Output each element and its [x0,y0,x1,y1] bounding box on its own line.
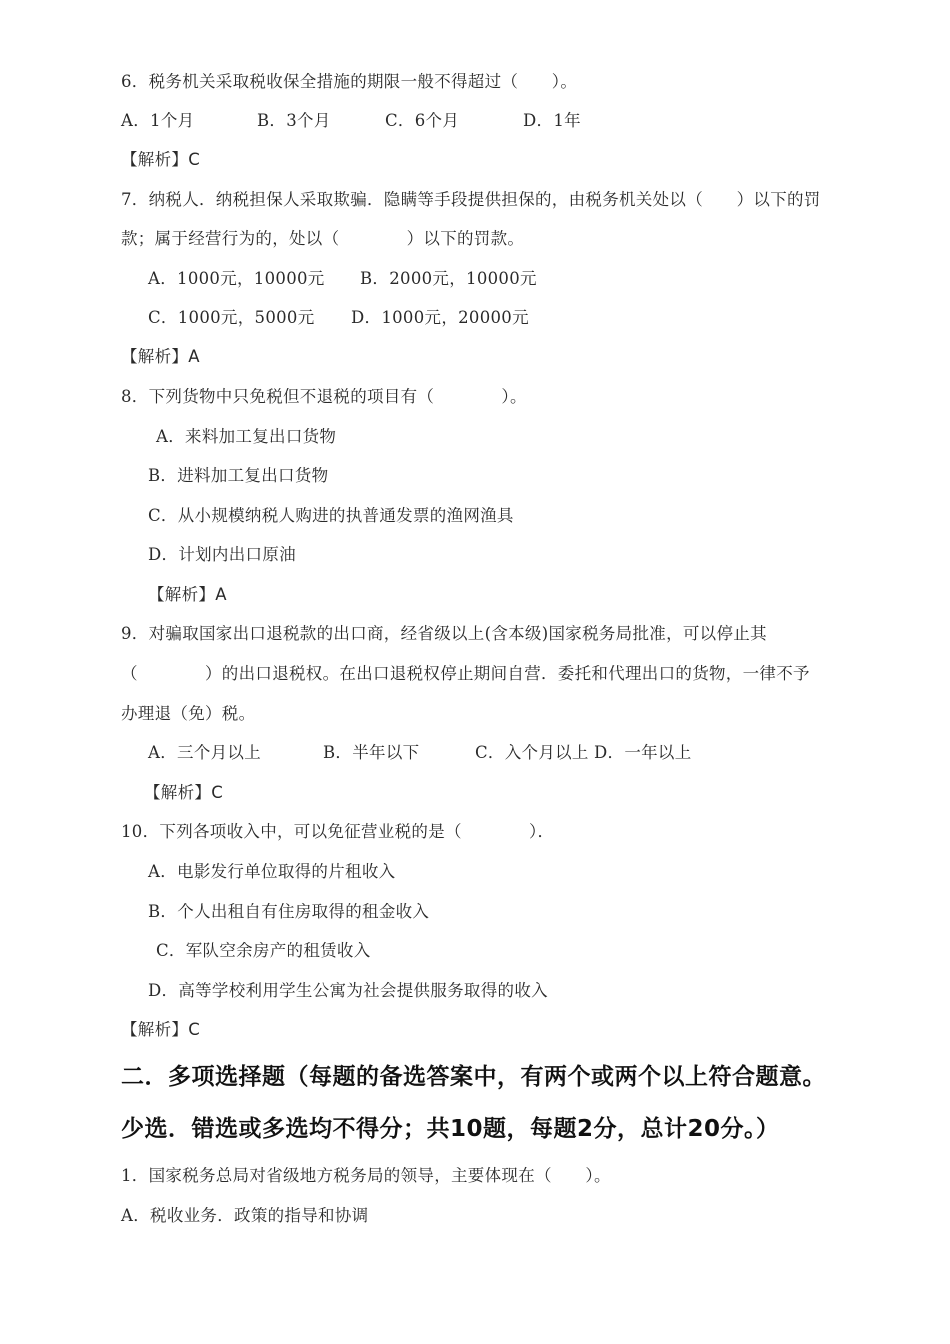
q8-option-a: A．来料加工复出口货物 [156,427,337,446]
q6-option-b: B．3个月 [257,111,331,130]
q6-option-d: D．1年 [523,111,581,130]
q9-option-b: B．半年以下 [323,743,420,762]
q7-option-b: B．2000元，10000元 [360,269,537,288]
q7-answer: 【解析】A [121,347,200,366]
section-heading-line2: 少选．错选或多选均不得分；共10题，每题2分，总计20分。） [121,1116,780,1142]
q7-stem-line2: 款；属于经营行为的，处以（ ）以下的罚款。 [121,229,525,248]
q6-answer: 【解析】C [121,150,201,169]
q7-option-d: D．1000元，20000元 [351,308,529,327]
q7-option-c: C．1000元，5000元 [148,308,315,327]
mq1-option-a: A．税收业务．政策的指导和协调 [121,1206,369,1225]
q6-option-c: C．6个月 [385,111,460,130]
q9-stem-line3: 办理退（免）税。 [121,704,256,723]
q6-option-a: A．1个月 [121,111,195,130]
q8-option-b: B．进料加工复出口货物 [148,466,329,485]
q10-stem: 10．下列各项收入中，可以免征营业税的是（ ）． [121,822,555,841]
q9-answer: 【解析】C [144,783,224,802]
q9-option-d: D．一年以上 [594,743,692,762]
q10-option-d: D．高等学校利用学生公寓为社会提供服务取得的收入 [148,981,548,1000]
q6-stem: 6．税务机关采取税收保全措施的期限一般不得超过（ ）。 [121,72,578,91]
mq1-stem: 1．国家税务总局对省级地方税务局的领导，主要体现在（ ）。 [121,1166,611,1185]
q10-answer: 【解析】C [121,1020,201,1039]
section-heading-line1: 二．多项选择题（每题的备选答案中，有两个或两个以上符合题意。 [121,1064,826,1090]
q9-option-a: A．三个月以上 [148,743,262,762]
q9-stem-line2: （ ）的出口退税权。在出口退税权停止期间自营．委托和代理出口的货物，一律不予 [121,664,810,683]
q9-stem-line1: 9．对骗取国家出口退税款的出口商，经省级以上(含本级)国家税务局批准，可以停止其 [121,624,767,643]
q9-option-c: C．入个月以上 [475,743,589,762]
q8-stem: 8．下列货物中只免税但不退税的项目有（ ）。 [121,387,527,406]
q7-option-a: A．1000元，10000元 [148,269,325,288]
q8-option-d: D．计划内出口原油 [148,545,296,564]
q8-answer: 【解析】A [148,585,227,604]
q10-option-b: B．个人出租自有住房取得的租金收入 [148,902,430,921]
q8-option-c: C．从小规模纳税人购进的执普通发票的渔网渔具 [148,506,514,525]
q10-option-c: C．军队空余房产的租赁收入 [156,941,371,960]
q7-stem-line1: 7．纳税人．纳税担保人采取欺骗．隐瞒等手段提供担保的，由税务机关处以（ ）以下的罚 [121,190,821,209]
q10-option-a: A．电影发行单位取得的片租收入 [148,862,396,881]
